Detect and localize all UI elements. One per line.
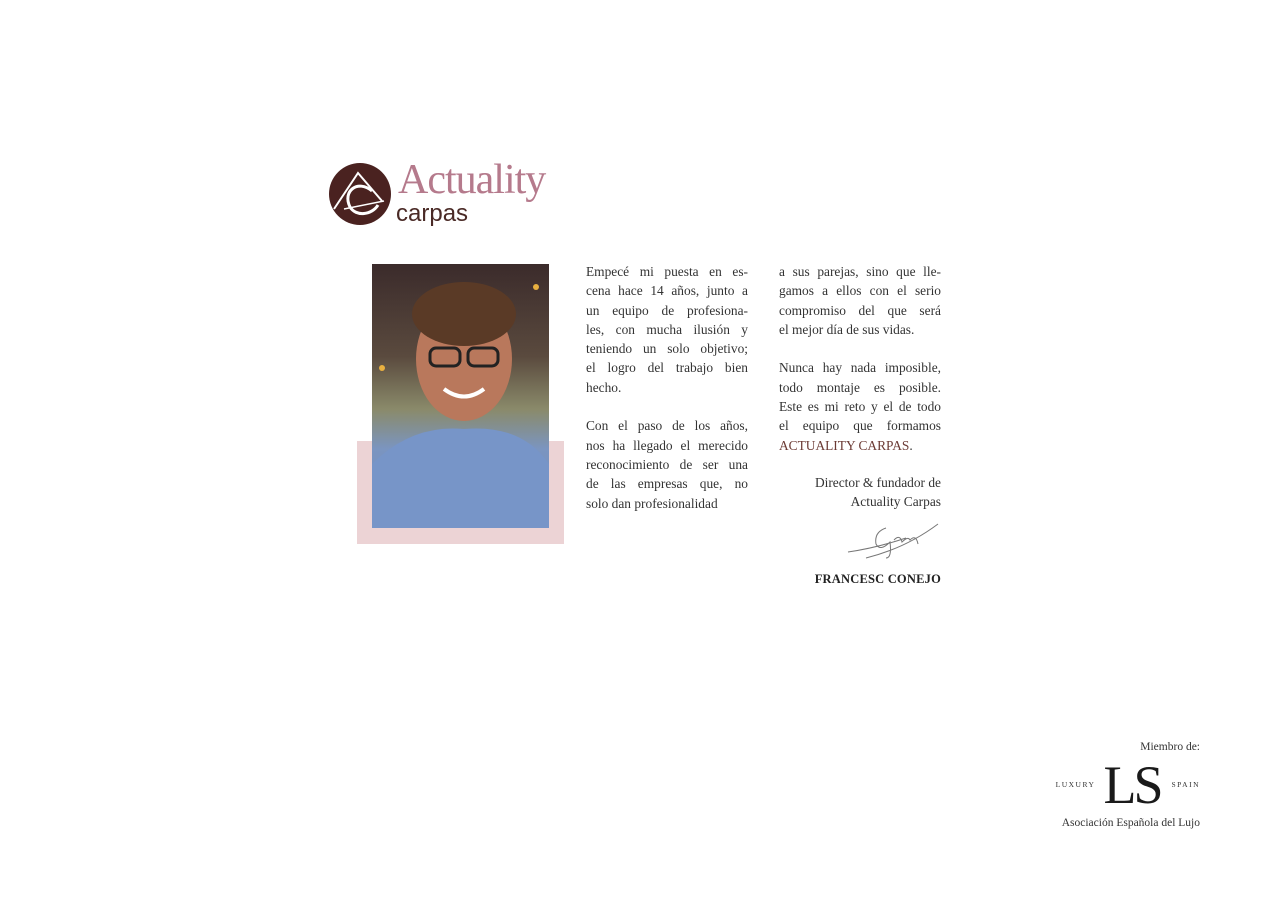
text-line: reconocimiento de ser una <box>586 456 748 472</box>
text-line: el logro del trabajo bien <box>586 360 748 376</box>
text-line: gamos a ellos con el serio <box>779 283 941 299</box>
text-column-1 <box>586 262 748 532</box>
text-line: un equipo de profesiona- <box>586 302 748 318</box>
member-label: Miembro de: <box>1140 741 1200 753</box>
paragraph <box>779 358 941 454</box>
text-line: solo dan profesionalidad <box>586 495 718 511</box>
text-line <box>779 436 941 455</box>
logo-luxury: LUXURY <box>1055 780 1096 789</box>
logo-word: Actuality <box>398 157 546 203</box>
text-line: Empecé mi puesta en es- <box>586 264 748 279</box>
brand-mention: ACTUALITY CARPAS <box>779 437 910 453</box>
ac-monogram-icon <box>328 161 394 227</box>
paragraph <box>586 416 748 512</box>
text-line: compromiso del que será <box>779 302 941 318</box>
paragraph <box>586 262 748 397</box>
handwritten-signature <box>846 518 941 562</box>
text-line: el mejor día de sus vidas. <box>779 321 915 337</box>
text-line: les, con mucha ilusión y <box>586 321 748 337</box>
brand-suffix: . <box>909 437 913 453</box>
text-line: Nunca hay nada imposible, <box>779 360 941 376</box>
text-line: el equipo que formamos <box>779 418 941 434</box>
association-caption: Asociación Española del Lujo <box>1061 817 1200 829</box>
logo-spain: SPAIN <box>1171 780 1200 789</box>
text-line: a sus parejas, sino que lle- <box>779 264 941 279</box>
text-line: Este es mi reto y el de todo <box>779 399 941 415</box>
text-line: cena hace 14 años, junto a <box>586 283 748 299</box>
founder-photo <box>372 264 549 528</box>
actuality-carpas-logo <box>328 157 573 230</box>
luxury-spain-logo <box>1000 756 1200 814</box>
role-line-1: Director & fundador de <box>814 475 941 490</box>
paragraph <box>779 262 941 339</box>
text-line: todo montaje es posible. <box>779 379 941 395</box>
text-column-2 <box>779 262 941 474</box>
signature-block <box>779 473 941 567</box>
text-line: teniendo un solo objetivo; <box>586 341 748 357</box>
text-line: hecho. <box>586 379 622 395</box>
text-line: de las empresas que, no <box>586 476 748 492</box>
founder-name: FRANCESC CONEJO <box>814 572 941 586</box>
logo-subword: carpas <box>396 200 469 227</box>
luxury-spain-membership <box>1000 740 1200 830</box>
text-line: Con el paso de los años, <box>586 418 748 434</box>
role-line-2: Actuality Carpas <box>850 494 941 510</box>
text-line: nos ha llegado el merecido <box>586 437 748 453</box>
logo-ls: LS <box>1103 755 1161 815</box>
